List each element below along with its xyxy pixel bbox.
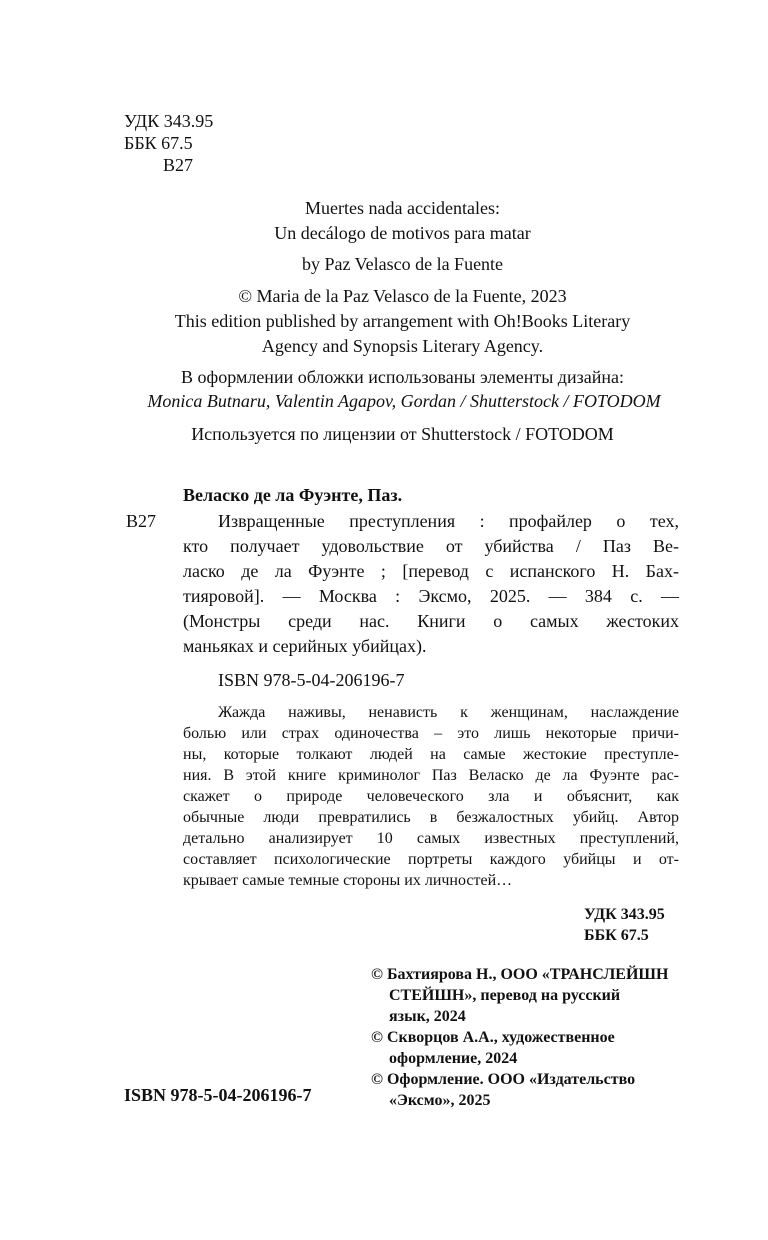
annotation — [183, 702, 679, 891]
license-note: Используется по лицензии от Shutterstock / FOTODOM — [191, 424, 614, 444]
bibliographic-author-heading: Веласко де ла Фуэнте, Паз. — [183, 485, 403, 505]
bibliographic-line: ласко де ла Фуэнте ; [перевод с испанского Н. Бах- — [183, 561, 679, 581]
bbk-code-footer: ББК 67.5 — [584, 927, 649, 944]
bibliographic-description — [183, 509, 679, 659]
bibliographic-line: маньяках и серийных убийцах). — [183, 636, 427, 656]
annotation-line: обычные люди превратились в безжалостных убийц. Автор — [183, 809, 679, 826]
original-title-line2: Un decálogo de motivos para matar — [274, 223, 531, 243]
annotation-line: ны, которые толкают людей на самые жестокие преступле- — [183, 746, 679, 763]
annotation-line: детально анализирует 10 самых известных преступлений, — [183, 830, 679, 847]
original-title-line1: Muertes nada accidentales: — [305, 198, 500, 218]
annotation-line: болью или страх одиночества – это лишь некоторые причи- — [183, 725, 679, 742]
udk-code-top: УДК 343.95 — [124, 111, 214, 131]
copyright-ru-line: «Эксмо», 2025 — [389, 1092, 491, 1109]
copyright-ru-line: язык, 2024 — [389, 1008, 466, 1025]
original-byline: by Paz Velasco de la Fuente — [301, 254, 504, 274]
copyright-original-line3: Agency and Synopsis Literary Agency. — [261, 336, 544, 356]
isbn-footer: ISBN 978-5-04-206196-7 — [124, 1085, 312, 1105]
bibliographic-line: Извращенные преступления : профайлер о тех, — [218, 511, 679, 531]
copyright-ru-line: © Бахтиярова Н., ООО «ТРАНСЛЕЙШН — [371, 966, 669, 983]
author-mark-top: В27 — [163, 155, 194, 175]
annotation-line: крывает самые темные стороны их личностей… — [183, 872, 513, 889]
copyright-ru-line: оформление, 2024 — [389, 1050, 518, 1067]
cover-credits-line1: В оформлении обложки использованы элементы дизайна: — [181, 367, 624, 387]
cover-credits-line2: Monica Butnaru, Valentin Agapov, Gordan / Shutterstock / FOTODOM — [147, 391, 661, 411]
bibliographic-line: тияровой]. — Москва : Эксмо, 2025. — 384 с. — — [183, 586, 679, 606]
annotation-line: составляет психологические портреты каждого убийцы и от- — [183, 851, 679, 868]
udk-code-footer: УДК 343.95 — [584, 906, 665, 923]
copyright-ru-line: © Оформление. ООО «Издательство — [371, 1071, 636, 1088]
copyright-ru-line: © Скворцов А.А., художественное — [371, 1029, 615, 1046]
annotation-line: скажет о природе человеческого зла и объяснит, как — [183, 788, 679, 805]
annotation-line: ния. В этой книге криминолог Паз Веласко де ла Фуэнте рас- — [183, 767, 679, 784]
copyright-original-line2: This edition published by arrangement with Oh!Books Literary — [174, 311, 631, 331]
bibliographic-mark: В27 — [126, 511, 157, 531]
bibliographic-isbn: ISBN 978-5-04-206196-7 — [218, 670, 405, 690]
bibliographic-line: кто получает удовольствие от убийства / Паз Ве- — [183, 536, 679, 556]
bbk-code-top: ББК 67.5 — [124, 133, 193, 153]
copyright-ru-line: СТЕЙШН», перевод на русский — [389, 987, 621, 1004]
bibliographic-line: (Монстры среди нас. Книги о самых жестоких — [183, 611, 679, 631]
copyright-original-line1: © Maria de la Paz Velasco de la Fuente, 2023 — [238, 286, 567, 306]
annotation-line: Жажда наживы, ненависть к женщинам, наслаждение — [218, 704, 679, 721]
copyrights-ru — [371, 964, 691, 1111]
